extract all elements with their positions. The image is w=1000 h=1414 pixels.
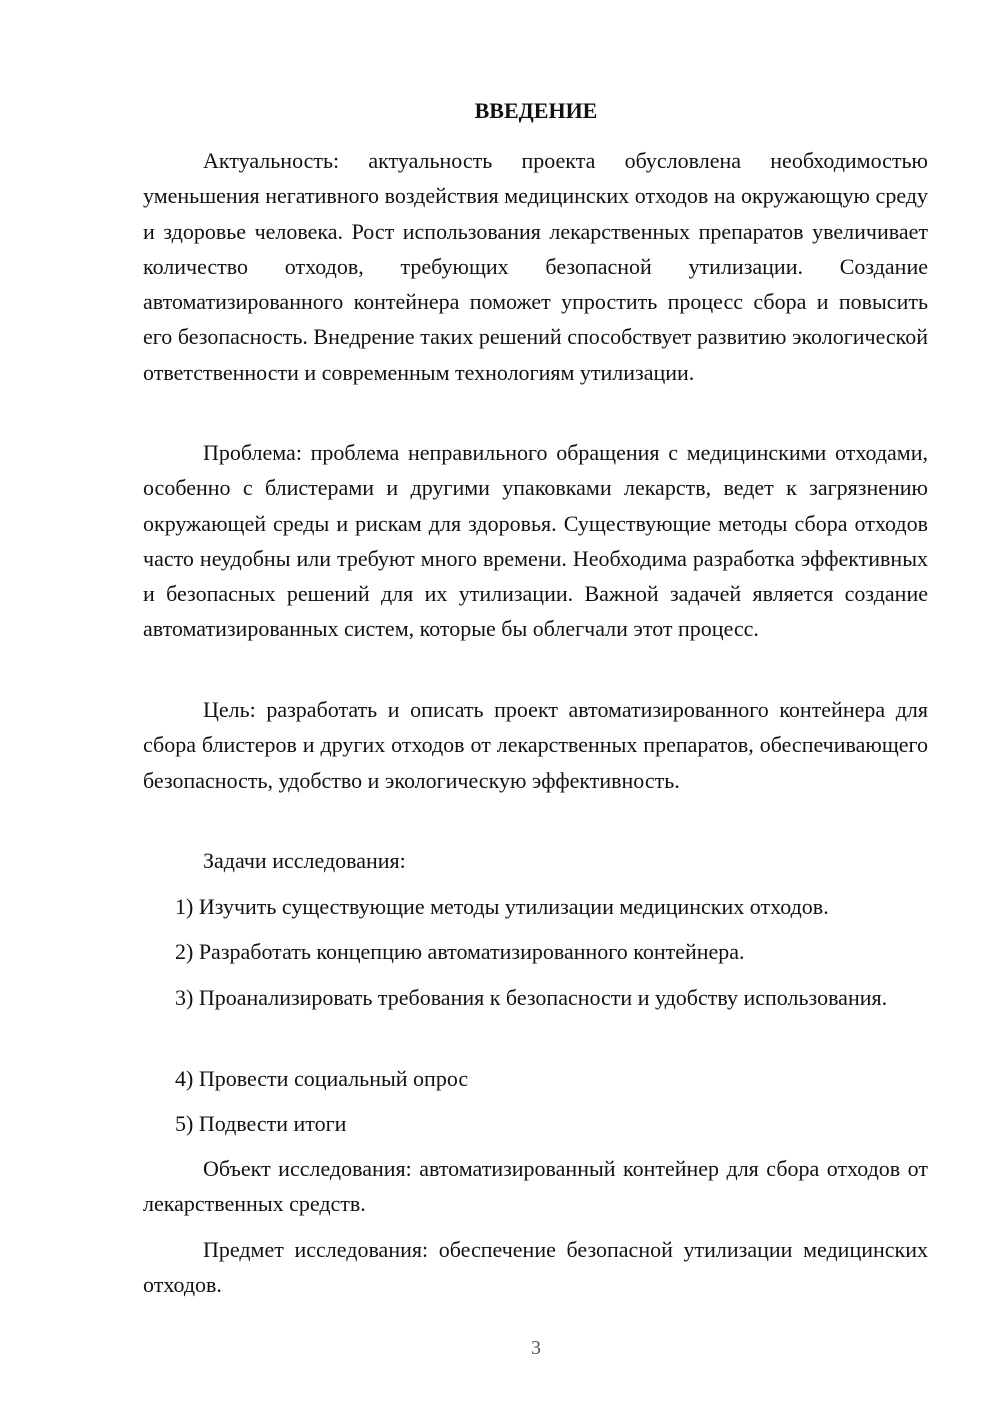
task-item-2: 2) Разработать концепцию автоматизированного контейнера. (175, 939, 745, 964)
page-title: ВВЕДЕНИЕ (474, 98, 598, 123)
page-number: 3 (531, 1337, 541, 1359)
task-item-4: 4) Провести социальный опрос (175, 1066, 469, 1091)
task-item-3: 3) Проанализировать требования к безопасности и удобству использования. (175, 985, 888, 1010)
paragraph-problem: Проблема: проблема неправильного обращения с медицинскими отходами, особенно с блистерами и другими упаковками лекарств, ведет к загрязнению окружающей среды и рискам для здоровья. Существующие методы сбора отходов часто неудобны или требуют много времени. Необходима разработка эффективных и безопасных решений для их утилизации. Важной задачей является создание автоматизированных систем, которые бы облегчали этот процесс. (143, 440, 928, 642)
paragraph-relevance: Актуальность: актуальность проекта обусловлена необходимостью уменьшения негативного воздействия медицинских отходов на окружающую среду и здоровье человека. Рост использования лекарственных препаратов увеличивает количество отходов, требующих безопасной утилизации. Создание автоматизированного контейнера поможет упростить процесс сбора и повысить его безопасность. Внедрение таких решений способствует развитию экологической ответственности и современным технологиям утилизации. (143, 148, 928, 385)
paragraph-object: Объект исследования: автоматизированный контейнер для сбора отходов от лекарственных средств. (143, 1156, 928, 1217)
paragraph-tasks-heading: Задачи исследования: (203, 848, 406, 873)
paragraph-goal: Цель: разработать и описать проект автоматизированного контейнера для сбора блистеров и других отходов от лекарственных препаратов, обеспечивающего безопасность, удобство и экологическую эффективность. (143, 697, 928, 793)
paragraph-subject: Предмет исследования: обеспечение безопасной утилизации медицинских отходов. (143, 1237, 928, 1298)
task-item-1: 1) Изучить существующие методы утилизации медицинских отходов. (175, 894, 829, 919)
task-item-5: 5) Подвести итоги (175, 1111, 347, 1136)
